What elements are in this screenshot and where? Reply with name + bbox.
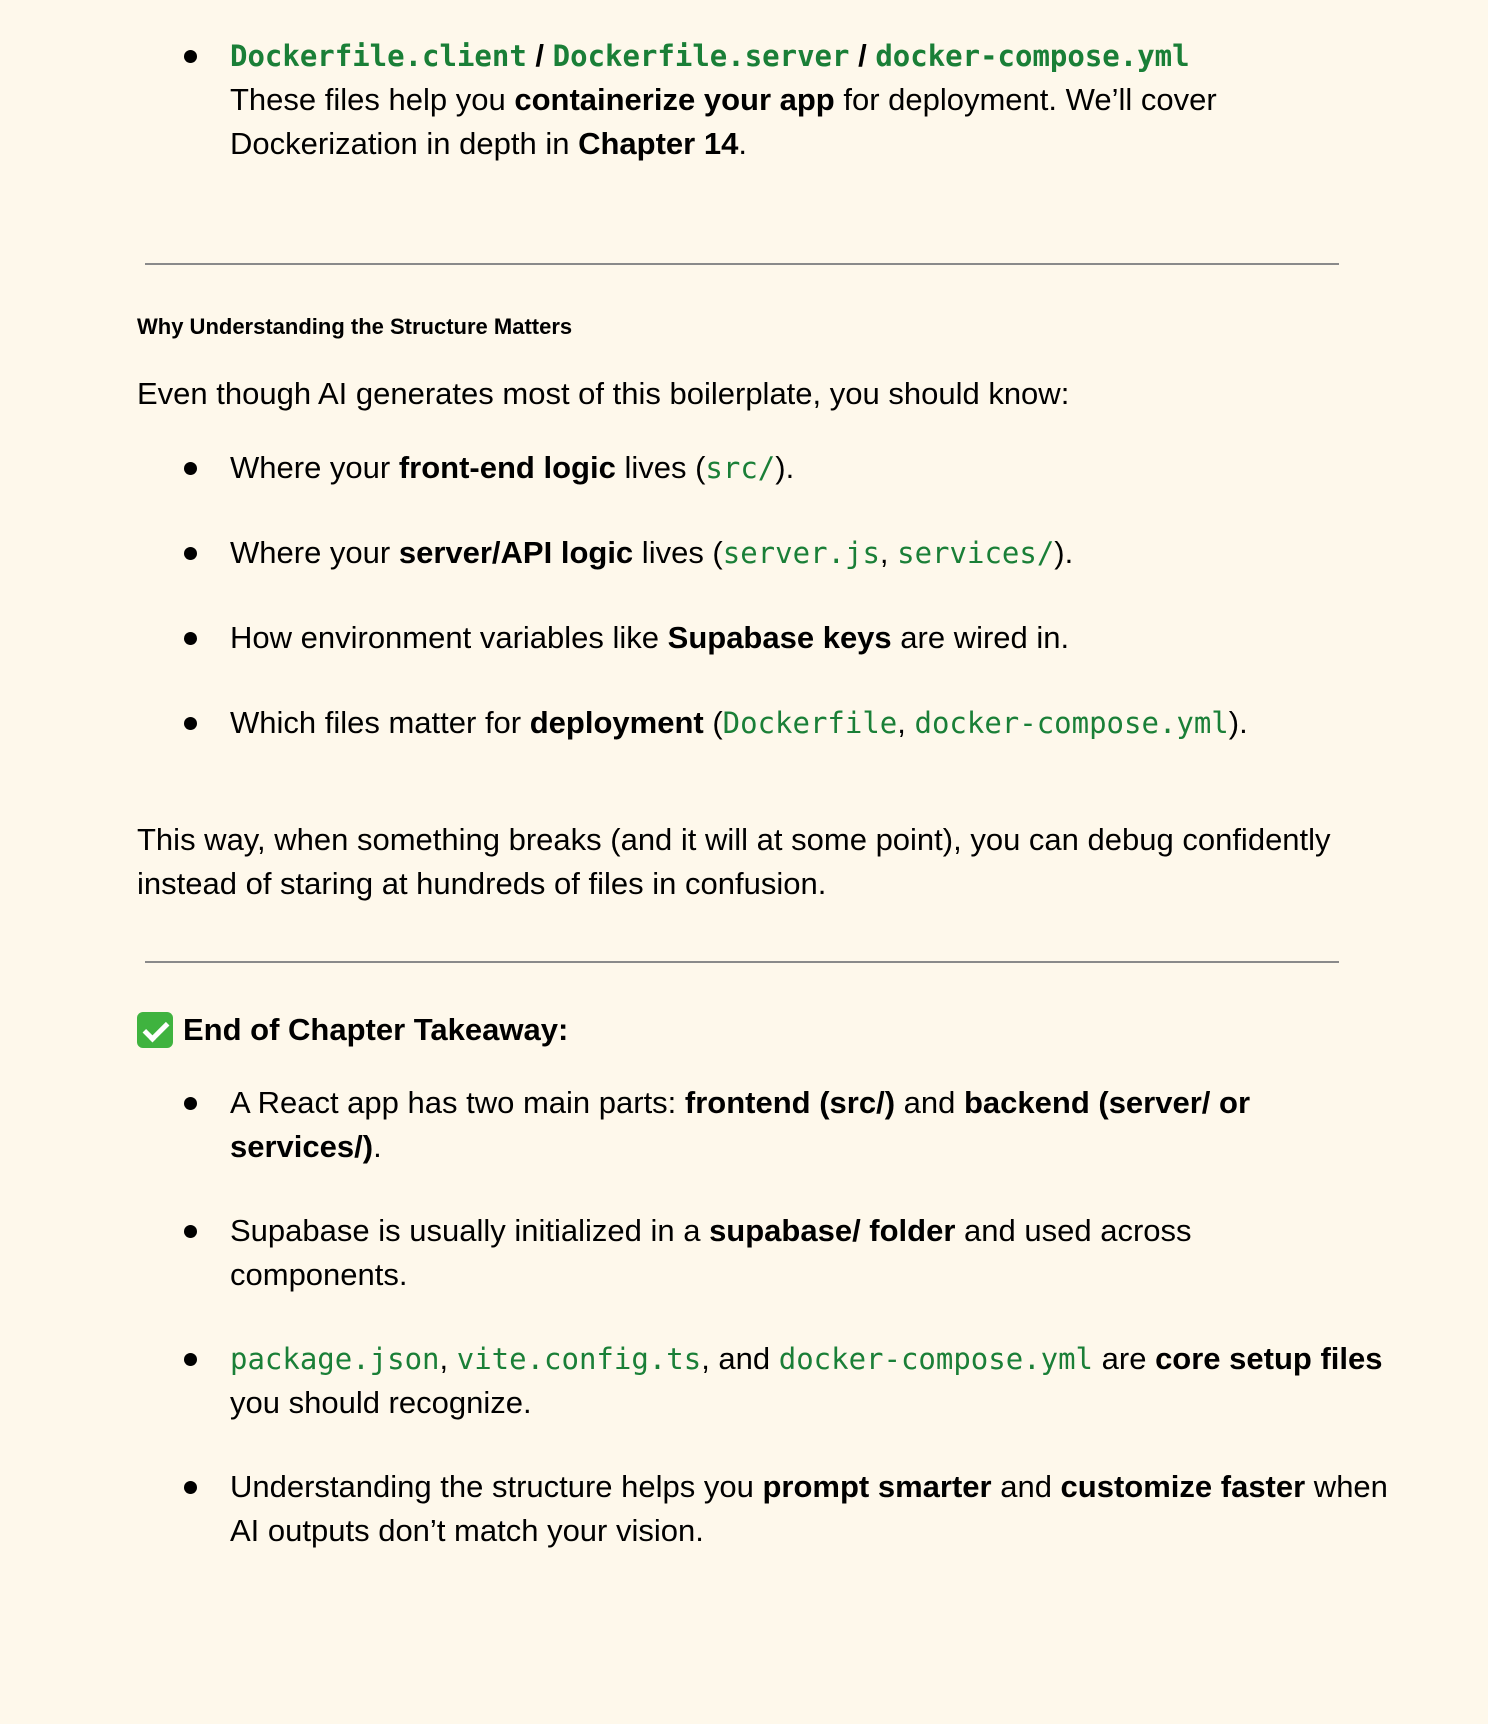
check-mark-icon (137, 1012, 173, 1048)
text: lives ( (615, 450, 706, 485)
text: These files help you (230, 82, 515, 117)
bullet-icon (184, 717, 197, 730)
list-item (137, 34, 1349, 166)
bullet-icon (184, 632, 197, 645)
text: Which files matter for (230, 705, 530, 740)
text: you should recognize. (230, 1385, 532, 1420)
intro-paragraph: Even though AI generates most of this boilerplate, you should know: (137, 376, 1070, 411)
bold-text: containerize your app (514, 82, 835, 117)
text: Where your (230, 450, 399, 485)
bold-text: customize faster (1060, 1469, 1306, 1504)
inline-code: vite.config.ts (456, 1342, 702, 1376)
bold-text: front-end logic (398, 450, 616, 485)
text: Understanding the structure helps you (230, 1469, 763, 1504)
bold-text: server/API logic (398, 535, 634, 570)
bullet-icon (184, 1225, 197, 1238)
text: are (1093, 1341, 1156, 1376)
list-item (137, 616, 1349, 660)
section-heading: Why Understanding the Structure Matters (137, 314, 573, 339)
text: lives ( (633, 535, 723, 570)
bold-text: prompt smarter (762, 1469, 992, 1504)
text: How environment variables like (230, 620, 668, 655)
text: , and (701, 1341, 779, 1376)
bold-text: Chapter 14 (578, 126, 739, 161)
inline-code: Dockerfile.server (552, 39, 850, 73)
list-item (137, 1337, 1410, 1425)
bullet-icon (184, 462, 197, 475)
bold-text: frontend (src/) (684, 1085, 896, 1120)
separator: / (849, 38, 876, 73)
text: , (439, 1341, 457, 1376)
text: ). (1228, 705, 1248, 740)
bold-text: core setup files (1155, 1341, 1383, 1376)
inline-code: package.json (230, 1342, 440, 1376)
top-list (137, 34, 1349, 166)
bullet-icon (184, 1097, 197, 1110)
structure-list (137, 446, 1349, 745)
list-item (137, 531, 1349, 575)
text: ). (1054, 535, 1074, 570)
bullet-icon (184, 50, 197, 63)
text: . (373, 1129, 382, 1164)
text: ). (775, 450, 795, 485)
text: Where your (230, 535, 399, 570)
list-item (137, 1209, 1330, 1297)
takeaway-heading (137, 1008, 568, 1052)
inline-code: Dockerfile (722, 706, 898, 740)
text: and used across components. (230, 1213, 1192, 1292)
bullet-icon (184, 547, 197, 560)
list-item (137, 701, 1349, 745)
text: Supabase is usually initialized in a (230, 1213, 710, 1248)
text: , (897, 705, 915, 740)
takeaway-heading-text: End of Chapter Takeaway: (183, 1012, 569, 1047)
closing-paragraph: This way, when something breaks (and it will at some point), you can debug confidently instead of staring at hundreds of files in confusion. (137, 822, 1331, 901)
bold-text: supabase/ folder (709, 1213, 956, 1248)
inline-code: docker-compose.yml (778, 1342, 1094, 1376)
text: and (895, 1085, 964, 1120)
inline-code: server.js (722, 536, 880, 570)
list-item (137, 446, 1349, 490)
list-item (137, 1081, 1400, 1169)
bold-text: deployment (529, 705, 704, 740)
text: and (991, 1469, 1061, 1504)
text: ( (703, 705, 723, 740)
bullet-icon (184, 1353, 197, 1366)
inline-code: docker-compose.yml (914, 706, 1229, 740)
separator: / (526, 38, 553, 73)
text: . (738, 126, 747, 161)
bullet-icon (184, 1481, 197, 1494)
bold-text: backend (server/ or services/) (230, 1085, 1251, 1164)
text: , (879, 535, 898, 570)
horizontal-rule (145, 961, 1339, 963)
text: for deployment. We’ll cover Dockerization in depth in (230, 82, 1217, 161)
takeaway-list (137, 1081, 1388, 1553)
list-item (137, 1465, 1410, 1553)
horizontal-rule (145, 263, 1339, 265)
text: when AI outputs don’t match your vision. (230, 1469, 1388, 1548)
text: A React app has two main parts: (230, 1085, 685, 1120)
bold-text: Supabase keys (667, 620, 892, 655)
inline-code: services/ (897, 536, 1055, 570)
inline-code: src/ (705, 451, 776, 485)
text: are wired in. (891, 620, 1070, 655)
inline-code: docker-compose.yml (875, 39, 1190, 73)
inline-code: Dockerfile.client (230, 39, 527, 73)
